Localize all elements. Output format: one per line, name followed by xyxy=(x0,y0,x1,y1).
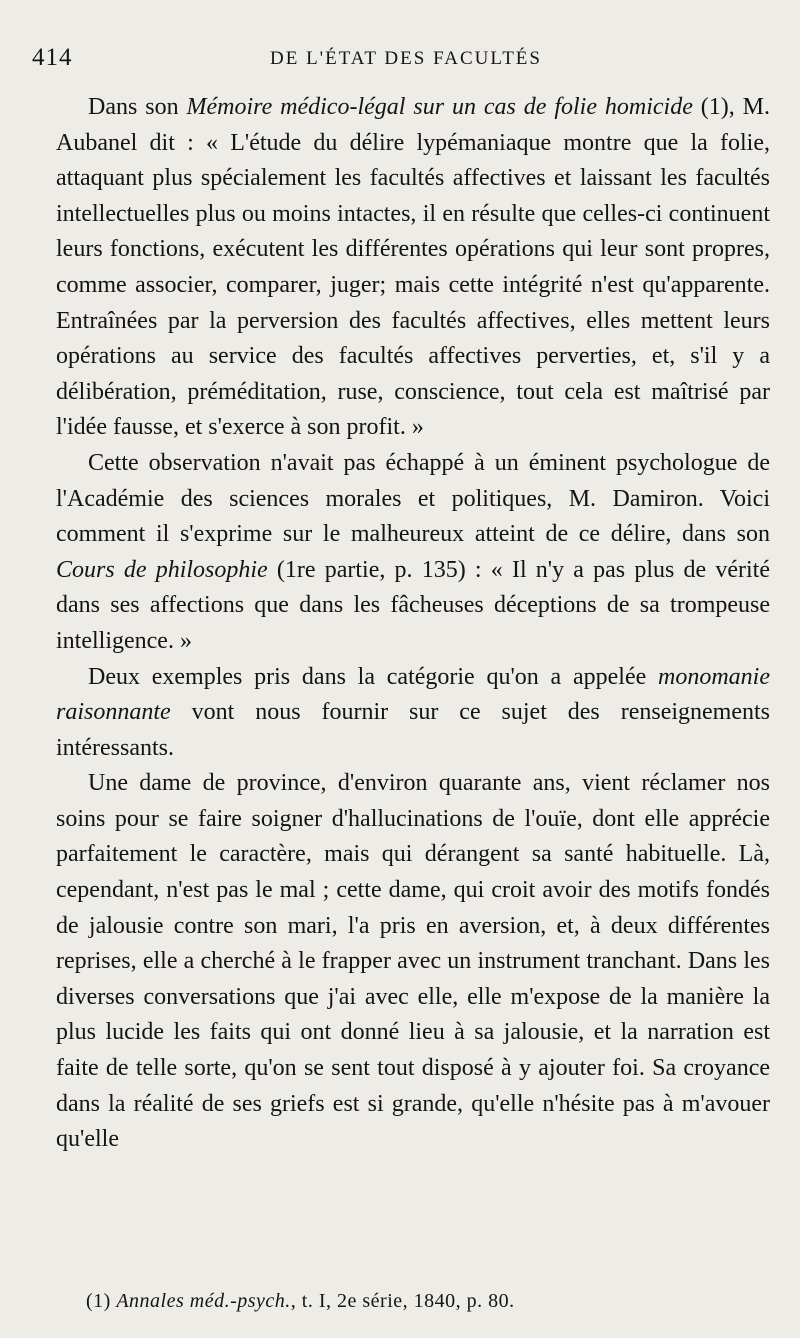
text-run: Deux exemples pris dans la catégorie qu'on a appelée xyxy=(88,663,659,690)
footnote xyxy=(86,1290,766,1313)
page-number: 414 xyxy=(32,44,73,71)
footnote-italic: Annales méd.-psych. xyxy=(116,1290,291,1312)
text-run: (1re partie, p. 135) : « Il n'y a pas plus de vérité dans ses affections que dans les fâcheuses déceptions de sa trompeuse intelligence. » xyxy=(56,556,770,654)
running-title: DE L'ÉTAT DES FACULTÉS xyxy=(270,48,542,69)
text-run: (1), M. Aubanel dit : « L'étude du délire lypémaniaque montre que la folie, attaquant plus spécialement les facultés affectives et laissant les facultés intellectuelles plus ou moins intactes, il en résulte que celles-ci continuent leurs fonctions, exécutent les différentes opérations qui leur sont propres, comme associer, comparer, juger; mais cette intégrité n'est qu'apparente. Entraînées par la perversion des facultés affectives, elles mettent leurs opérations au service des facultés affectives perverties, et, s'il y a délibération, préméditation, ruse, conscience, tout cela est maîtrisé par l'idée fausse, et s'exerce à son profit. » xyxy=(56,94,771,441)
footnote-run: , t. I, 2e série, 1840, p. 80. xyxy=(290,1290,515,1312)
text-run: Dans son xyxy=(88,94,187,120)
text-run: Une dame de province, d'environ quarante ans, vient réclamer nos soins pour se faire soigner d'hallucinations de l'ouïe, dont elle apprécie parfaitement le caractère, mais qui dérangent sa santé habituelle. Là, cependant, n'est pas le mal ; cette dame, qui croit avoir des motifs fondés de jalousie contre son mari, l'a pris en aversion, et, à deux différentes reprises, elle a cherché à le frapper avec un instrument tranchant. Dans les diverses conversations que j'ai avec elle, elle m'expose de la manière la plus lucide les faits qui ont donné lieu à sa jalousie, et la narration est faite de telle sorte, qu'on se sent tout disposé à y ajouter foi. Sa croyance dans la réalité de ses griefs est si grande, qu'elle n'hésite pas à m'avouer qu'elle xyxy=(56,770,770,1153)
paragraph-p2 xyxy=(56,446,770,660)
body-text xyxy=(56,90,770,1158)
paragraph-p4 xyxy=(56,766,770,1158)
italic-text: monomanie raisonnante xyxy=(56,663,770,726)
italic-text: Mémoire médico-légal sur un cas de folie homicide xyxy=(186,94,693,120)
paragraph-p1 xyxy=(56,90,770,446)
italic-text: Cours de philosophie xyxy=(56,556,268,583)
paragraph-p3 xyxy=(56,660,770,767)
text-run: Cette observation n'avait pas échappé à un éminent psychologue de l'Académie des sciences morales et politiques, M. Damiron. Voici comment il s'exprime sur le malheureux atteint de ce délire, dans son xyxy=(56,449,770,548)
text-run: vont nous fournir sur ce sujet des renseignements intéressants. xyxy=(56,699,770,761)
page-header xyxy=(32,44,760,80)
footnote-marker: (1) xyxy=(86,1290,111,1312)
footnote-text xyxy=(116,1290,514,1312)
